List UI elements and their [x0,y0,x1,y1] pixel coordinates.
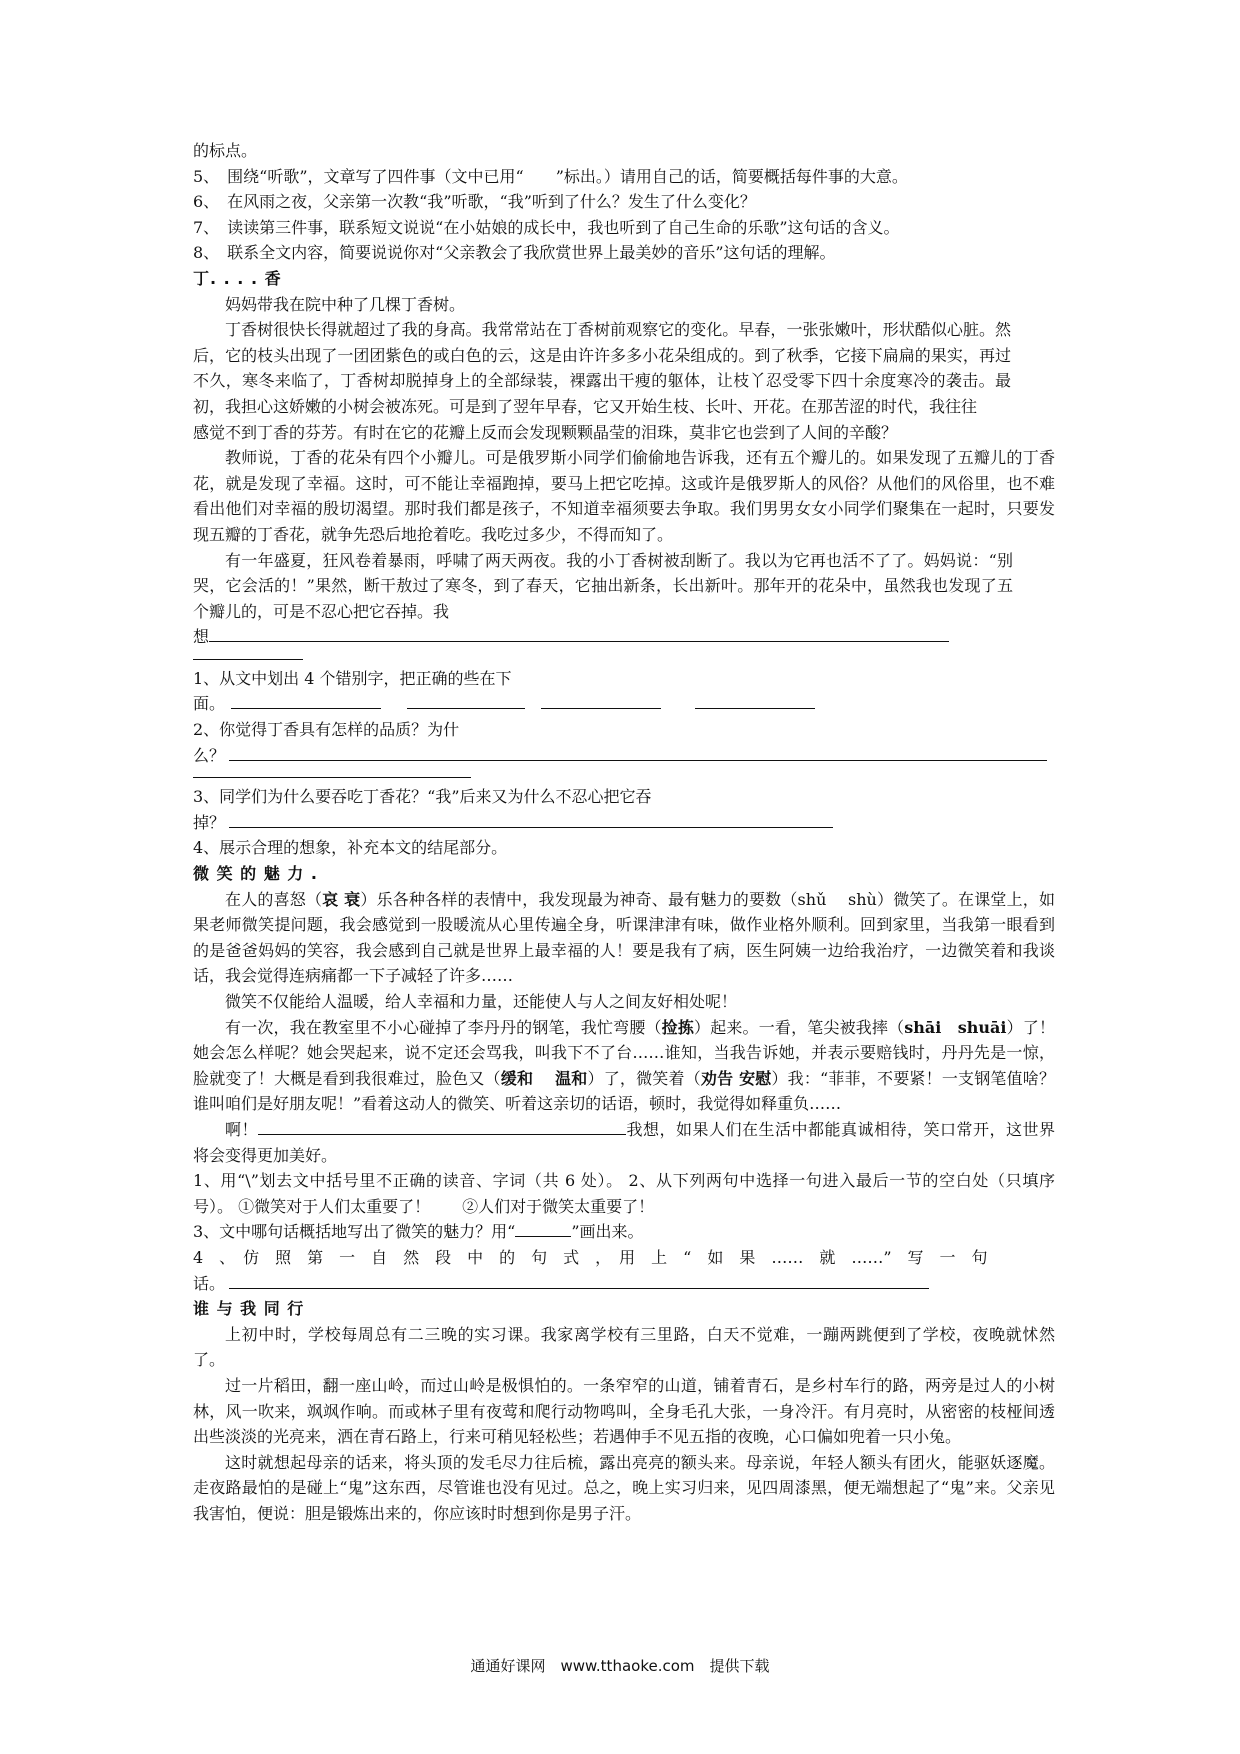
text-fragment: 想 [193,627,210,647]
answer-blank[interactable] [541,694,661,709]
choice-option[interactable]: 哀 衰 [322,889,361,909]
choice-option[interactable]: shāi shuāi [904,1017,1007,1037]
text-fragment: ）了，微笑着（ [587,1068,701,1088]
question-3: 3、同学们为什么要吞吃丁香花？“我”后来又为什么不忍心把它吞 [193,787,652,807]
question-4: 4 、 仿 照 第 一 自 然 段 中 的 句 式 ， 用 上 “ 如 果 …… 就 ……” 写 一 句 [193,1247,988,1267]
question-2: 2、你觉得丁香具有怎样的品质？为什 [193,720,460,740]
paragraph [193,887,1055,989]
text-line: 的标点。 [193,141,258,160]
question-1: 1、从文中划出 4 个错别字，把正确的些在下 [193,668,512,688]
section-title-companion: 谁 与 我 同 行 [193,1299,305,1319]
answer-blank[interactable] [695,694,815,709]
answer-blank[interactable] [231,694,381,709]
question-1-2: 1、用“\”划去文中括号里不正确的读音、字词（共 6 处）。 2、从下列两句中选择一句进入最后一节的空白处（只填序号）。 ①微笑对于人们太重要了！ ②人们对于微笑太重要了！ [193,1171,1055,1216]
question-5: 5、 围绕“听歌”，文章写了四件事（文中已用“ ”标出。）请用自己的话，简要概括每件事的大意。 [193,166,908,186]
answer-blank[interactable] [193,776,471,778]
text-fragment: 话。 [193,1273,226,1293]
text-fragment: 我想，如果人们在生活中都能真诚相待，笑口常开，这世界将会变得更加美好。 [193,1119,1055,1165]
document-page [193,138,1055,1526]
text-fragment: ）我：“菲菲，不要紧！一支钢笔值啥？谁叫咱们是好朋友呢！”看着这动人的微笑、听着这亲切的话语，顿时，我觉得如释重负…… [193,1068,1055,1114]
paragraph: 妈妈带我在院中种了几棵丁香树。 [225,294,466,314]
footer-credit: 通通好课网 www.tthaoke.com 提供下载 [470,1657,770,1675]
section-title-smile: 微 笑 的 魅 力 . [193,864,318,884]
paragraph: 有一年盛夏，狂风卷着暴雨，呼啸了两天两夜。我的小丁香树被刮断了。我以为它再也活不了了。妈妈说：“别哭，它会活的！”果然，断干敖过了寒冬，到了春天，它抽出新条，长出新叶。那年开的花朵中，虽然我也发现了五个瓣儿的，可是不忍心把它吞掉。我 [193,550,1013,621]
paragraph: 教师说，丁香的花朵有四个小瓣儿。可是俄罗斯小同学们偷偷地告诉我，还有五个瓣儿的。如果发现了五瓣儿的丁香花，就是发现了幸福。这时，可不能让幸福跑掉，要马上把它吃掉。这或许是俄罗斯人的风俗？从他们的风俗里，也不难看出他们对幸福的殷切渴望。那时我们都是孩子，不知道幸福须要去争取。我们男男女女小同学们聚集在一起时，只要发现五瓣的丁香花，就争先恐后地抢着吃。我吃过多少，不得而知了。 [193,448,1055,544]
paragraph: 过一片稻田，翻一座山岭，而过山岭是极惧怕的。一条窄窄的山道，铺着青石，是乡村车行的路，两旁是过人的小树林，风一吹来，飒飒作响。而或林子里有夜莺和爬行动物鸣叫，全身毛孔大张，一身冷汗。有月亮时，从密密的枝桠间透出些淡淡的光亮来，洒在青石路上，行来可稍见轻松些；若遇伸手不见五指的夜晚，心口偏如兜着一只小兔。 [193,1375,1055,1447]
question-7: 7、 读读第三件事，联系短文说说“在小姑娘的成长中，我也听到了自己生命的乐歌”这句话的含义。 [193,217,900,237]
choice-option[interactable]: 劝告 安慰 [700,1068,772,1088]
answer-blank[interactable] [229,1274,929,1289]
question-8: 8、 联系全文内容，简要说说你对“父亲教会了我欣赏世界上最美妙的音乐”这句话的理解。 [193,243,836,263]
paragraph [193,1015,1055,1117]
answer-blank[interactable] [407,694,525,709]
answer-line-row [193,810,1055,836]
answer-blank[interactable] [515,1222,571,1237]
text-fragment: 么？ [193,745,226,765]
text-fragment: 3、文中哪句话概括地写出了微笑的魅力？用“ [193,1222,516,1242]
paragraph: 上初中时，学校每周总有二三晚的实习课。我家离学校有三里路，白天不觉难，一蹦两跳便到了学校，夜晚就怵然了。 [193,1324,1055,1370]
answer-line-row [193,624,1055,650]
paragraph [193,1117,1055,1168]
question-3 [193,1219,1055,1245]
answer-blank[interactable] [209,627,949,642]
text-fragment: 在人的喜怒（ [225,889,323,909]
section-title-dingxiang: 丁. . . . 香 [193,268,282,288]
text-fragment: 有一次，我在教室里不小心碰掉了李丹丹的钢笔，我忙弯腰（ [225,1017,662,1037]
answer-line-row [193,1271,1055,1297]
text-fragment: 面。 [193,694,226,714]
answer-blank[interactable] [258,1120,626,1135]
paragraph: 感觉不到丁香的芬芳。有时在它的花瓣上反而会发现颗颗晶莹的泪珠，莫非它也尝到了人间的辛酸？ [193,422,898,442]
text-fragment: ）了！她会怎么样呢？她会哭起来，说不定还会骂我，叫我下不了台……谁知，当我告诉她，并表示要赔钱时，丹丹先是一惊，脸就变了！大概是看到我很难过，脸色又（ [193,1017,1055,1088]
text-fragment: 掉？ [193,812,226,832]
answer-line-row [193,691,1055,717]
paragraph: 微笑不仅能给人温暖，给人幸福和力量，还能使人与人之间友好相处呢！ [225,992,738,1011]
choice-option[interactable]: 缓和 温和 [500,1068,588,1088]
paragraph: 这时就想起母亲的话来，将头顶的发毛尽力往后梳，露出亮亮的额头来。母亲说，年轻人额头有团火，能驱妖逐魔。走夜路最怕的是碰上“鬼”这东西，尽管谁也没有见过。总之，晚上实习归来，见四周漆黑，便无端想起了“鬼”来。父亲见我害怕，便说：胆是锻炼出来的，你应该时时想到你是男子汗。 [193,1452,1055,1523]
paragraph: 丁香树很快长得就超过了我的身高。我常常站在丁香树前观察它的变化。早春，一张张嫩叶，形状酷似心脏。然后，它的枝头出现了一团团紫色的或白色的云，这是由许许多多小花朵组成的。到了秋季，它接下扁扁的果实，再过不久，寒冬来临了，丁香树却脱掉身上的全部绿装，裸露出干瘦的躯体，让枝丫忍受零下四十余度寒冷的袭击。最初，我担心这娇嫩的小树会被冻死。可是到了翌年早春，它又开始生枝、长叶、开花。在那苦涩的时代，我往往 [193,320,1011,416]
text-fragment: ）起来。一看，笔尖被我摔（ [694,1017,905,1037]
question-6: 6、 在风雨之夜，父亲第一次教“我”听歌，“我”听到了什么？发生了什么变化？ [193,192,756,212]
answer-line-row [193,743,1055,769]
text-fragment: 啊！ [225,1119,258,1139]
text-fragment: ）乐各种各样的表情中，我发现最为神奇、最有魅力的要数（shǔ shù）微笑了。在课堂上，如果老师微笑提问题，我会感觉到一股暖流从心里传遍全身，听课津津有味，做作业格外顺利。回到家里，当我第一眼看到的是爸爸妈妈的笑容，我会感到自己就是世界上最幸福的人！要是我有了病，医生阿姨一边给我治疗，一边微笑着和我谈话，我会觉得连病痛都一下子减轻了许多…… [193,889,1055,986]
choice-option[interactable]: 捡拣 [661,1017,695,1037]
question-4: 4、展示合理的想象，补充本文的结尾部分。 [193,838,508,858]
answer-blank[interactable] [229,746,1047,761]
answer-blank[interactable] [193,658,303,660]
text-fragment: ”画出来。 [571,1222,644,1242]
answer-blank[interactable] [229,813,833,828]
